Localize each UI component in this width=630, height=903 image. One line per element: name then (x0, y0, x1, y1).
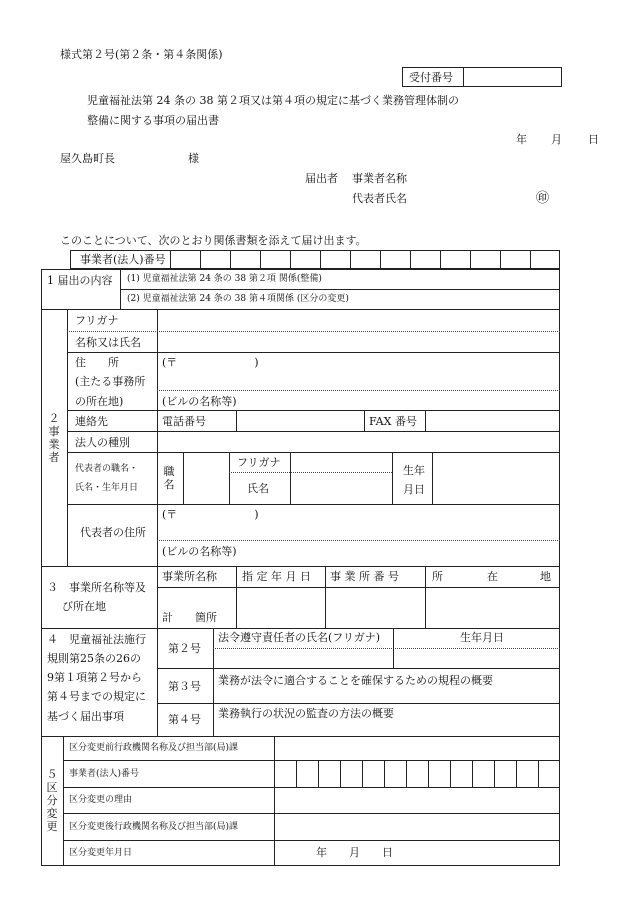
phone-label: 電話番号 (162, 415, 206, 428)
rep-furigana-label: フリガナ (237, 456, 281, 469)
name-label: 名称又は氏名 (75, 336, 141, 349)
section1-option1[interactable]: (1) 児童福祉法第 24 条の 38 第２項 関係(整備) (127, 274, 322, 284)
rep-label-2: 氏名・生年月日 (75, 483, 139, 493)
section5-label: ５区分変更 (46, 768, 58, 833)
section5-number-digit-cell[interactable] (473, 761, 494, 786)
furigana-field[interactable] (158, 310, 559, 330)
item-no4: 第４号 (168, 713, 201, 726)
office-name-header: 事業所名称 (162, 570, 217, 583)
rep-name-label: 氏名 (247, 482, 269, 495)
business-number-digit-cell[interactable] (531, 251, 560, 268)
item-no3: 第３号 (168, 680, 201, 693)
item-no3-text: 業務が法令に適合することを確保するための規程の概要 (218, 674, 493, 687)
address-label-1: 住 所 (75, 356, 119, 369)
postal-code[interactable]: (〒 ) (162, 356, 259, 369)
section4-label-1: ４ 児童福祉法施行 (47, 633, 146, 646)
business-number-digit-cell[interactable] (321, 251, 350, 268)
name-field[interactable] (158, 332, 559, 351)
business-number-digit-cell[interactable] (381, 251, 410, 268)
addressee: 屋久島町長 (60, 152, 115, 165)
section4-label-4: 第４号までの規定に (47, 690, 146, 703)
item-no2-text: 法令遵守責任者の氏名(フリガナ) (218, 631, 381, 644)
section5-row4: 区分変更後行政機関名称及び担当部(局)課 (69, 822, 239, 832)
rep-label-1: 代表者の職名・ (75, 464, 139, 474)
section5-number-digit-cell[interactable] (517, 761, 538, 786)
item-no2-birth: 生年月日 (460, 631, 504, 644)
office-total: 計 箇所 (162, 611, 217, 624)
title-line2: 整備に関する事項の届出書 (87, 114, 219, 127)
section5-number-digit-cell[interactable] (363, 761, 384, 786)
address-label-2: (主たる事務所 (75, 375, 146, 388)
phone-field[interactable] (237, 411, 363, 430)
business-number-digit-cell[interactable] (291, 251, 320, 268)
building-name[interactable]: (ビルの名称等) (162, 395, 237, 408)
intro-text: このことについて、次のとおり関係書類を添えて届け出ます。 (60, 234, 367, 247)
section5-number-digit-cell[interactable] (407, 761, 428, 786)
section4-label-2: 規則第25条の26の (47, 652, 141, 665)
section5-row3: 区分変更の理由 (69, 795, 133, 805)
receipt-number-field[interactable] (464, 68, 561, 86)
item-no2: 第２号 (168, 642, 201, 655)
location-header-2: 在 (487, 570, 498, 583)
rep-postal-code[interactable]: (〒 ) (162, 508, 259, 521)
designation-date-header: 指 定 年 月 日 (242, 570, 311, 583)
rep-address-label: 代表者の住所 (80, 526, 146, 539)
furigana-label: フリガナ (75, 314, 119, 327)
section5-number-digit-cell[interactable] (275, 761, 296, 786)
section5-row5: 区分変更年月日 (69, 848, 133, 858)
section5-number-digit-cell[interactable] (385, 761, 406, 786)
corp-type-label: 法人の種別 (75, 436, 130, 449)
date-year: 年 (516, 133, 527, 146)
section2-label: ２事業者 (48, 412, 60, 464)
business-number-digit-cell[interactable] (471, 251, 500, 268)
business-number-digit-cell[interactable] (261, 251, 290, 268)
date-month: 月 (551, 133, 562, 146)
business-number-digit-cell[interactable] (441, 251, 470, 268)
section5-row2: 事業者(法人)番号 (69, 769, 140, 779)
business-number-digit-cell[interactable] (501, 251, 530, 268)
honorific: 様 (188, 152, 199, 165)
location-header-1: 所 (432, 570, 443, 583)
section5-row1: 区分変更前行政機関名称及び担当部(局)課 (69, 743, 239, 753)
notifier-company: 事業者名称 (352, 172, 407, 185)
section1-label: 1 届出の内容 (47, 274, 113, 287)
address-label-3: の所在地) (75, 395, 124, 408)
office-number-header: 事 業 所 番 号 (330, 570, 399, 583)
section3-label-1: ３ 事業所名称等及 (47, 581, 146, 594)
business-number-label: 事業者(法人)番号 (80, 253, 166, 266)
corp-type-field[interactable] (158, 432, 559, 451)
birth-label-1: 生年 (403, 464, 425, 477)
date-day: 日 (588, 133, 599, 146)
business-number-digit-cell[interactable] (411, 251, 440, 268)
business-number-digit-cell[interactable] (171, 251, 200, 268)
section5-number-digit-cell[interactable] (429, 761, 450, 786)
seal-mark: ㊞ (536, 191, 550, 206)
section5-number-digit-cell[interactable] (539, 761, 560, 786)
contact-label: 連絡先 (75, 415, 108, 428)
notifier-label: 届出者 (305, 172, 338, 185)
business-number-digit-cell[interactable] (231, 251, 260, 268)
section4-label-5: 基づく届出事項 (47, 710, 124, 723)
section3-label-2: び所在地 (62, 600, 106, 613)
section5-date[interactable]: 年 月 日 (316, 846, 393, 859)
business-number-digit-cell[interactable] (201, 251, 230, 268)
business-number-digit-cell[interactable] (351, 251, 380, 268)
form-number: 様式第２号(第２条・第４条関係) (60, 48, 223, 61)
section1-option2[interactable]: (2) 児童福祉法第 24 条の 38 第４項関係 (区分の変更) (127, 294, 349, 304)
item-no4-text: 業務執行の状況の監査の方法の概要 (218, 707, 394, 720)
location-header-3: 地 (540, 570, 551, 583)
birth-label-2: 月日 (403, 483, 425, 496)
section5-number-digit-cell[interactable] (297, 761, 318, 786)
notifier-rep: 代表者氏名 (352, 192, 407, 205)
section4-label-3: 9第１項第２号から (47, 671, 142, 684)
fax-field[interactable] (426, 411, 559, 430)
title-line1: 児童福祉法第 24 条の 38 第２項又は第４項の規定に基づく業務管理体制の (87, 94, 459, 107)
section5-number-digit-cell[interactable] (319, 761, 340, 786)
section5-number-digit-cell[interactable] (451, 761, 472, 786)
section5-number-digit-cell[interactable] (341, 761, 362, 786)
title-col-label: 職名 (163, 465, 175, 491)
receipt-label: 受付番号 (409, 71, 453, 84)
rep-building-name[interactable]: (ビルの名称等) (162, 545, 237, 558)
section5-number-digit-cell[interactable] (495, 761, 516, 786)
fax-label: FAX 番号 (369, 415, 417, 428)
